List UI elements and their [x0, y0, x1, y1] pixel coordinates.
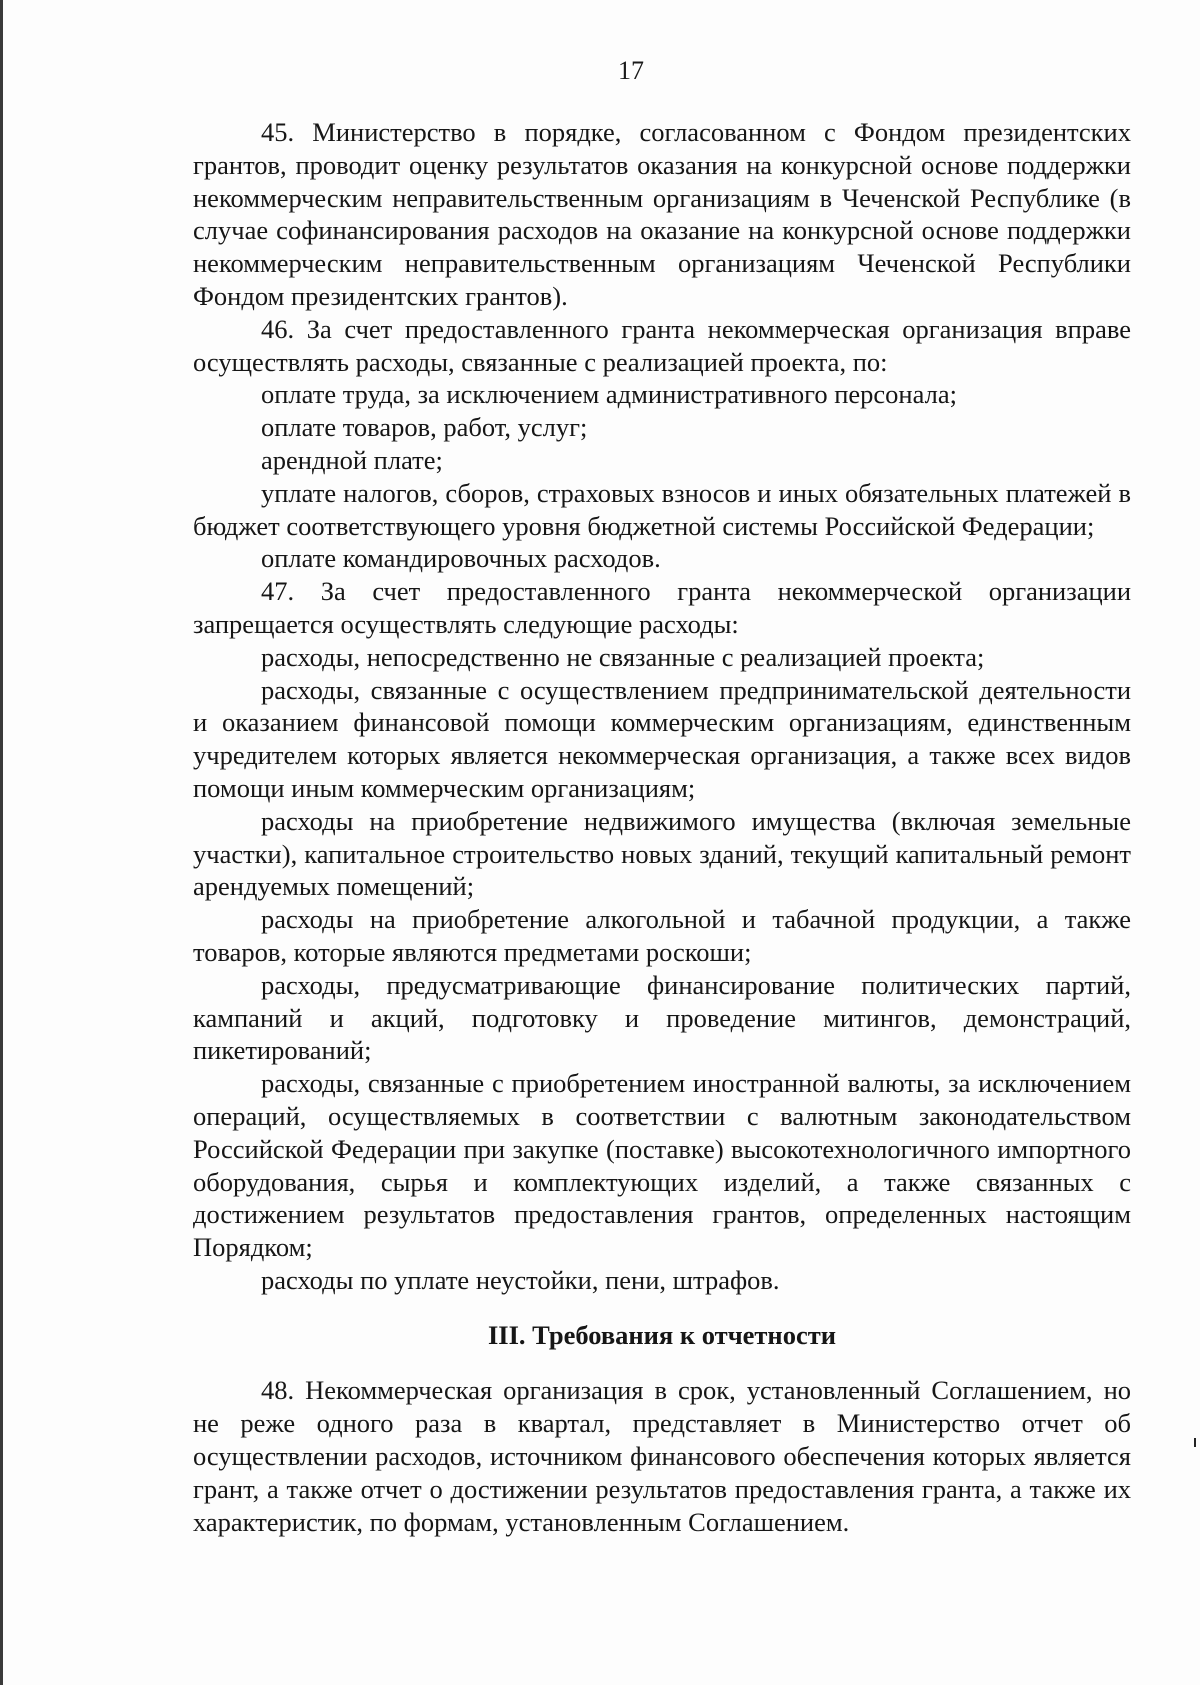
section-heading: III. Требования к отчетности — [487, 1319, 836, 1350]
list-item: расходы, связанные с осуществлением предпринимательской деятельности и оказанием финансовой помощи коммерческим организациям, единственным учредителем которых является некоммерческая организация, а также всех видов помощи иным коммерческим организациям; — [193, 674, 1131, 803]
list-item: оплате командировочных расходов. — [261, 543, 661, 574]
list-item: расходы, связанные с приобретением иностранной валюты, за исключением операций, осуществляемых в соответствии с валютным законодательством Российской Федерации при закупке (поставке) высокотехнологичного импортного оборудования, сырья и комплектующих изделий, а также связанных с достижением результатов предоставления грантов, определенных настоящим Порядком; — [193, 1068, 1131, 1263]
document-body — [193, 116, 1131, 1538]
paragraph-48: 48. Некоммерческая организация в срок, установленный Соглашением, но не реже одного раза в квартал, представляет в Министерство отчет об осуществлении расходов, источником финансового обеспечения которых является грант, а также отчет о достижении результатов предоставления гранта, а также их характеристик, по формам, установленным Соглашением. — [193, 1375, 1131, 1537]
scan-left-edge — [0, 0, 3, 1685]
list-item: оплате труда, за исключением административного персонала; — [261, 379, 957, 410]
list-item: расходы, непосредственно не связанные с реализацией проекта; — [261, 641, 985, 672]
list-item: расходы на приобретение алкогольной и табачной продукции, а также товаров, которые являются предметами роскоши; — [193, 904, 1131, 967]
paragraph-46: 46. За счет предоставленного гранта некоммерческая организация вправе осуществлять расходы, связанные с реализацией проекта, по: — [193, 313, 1131, 377]
list-item: расходы, предусматривающие финансирование политических партий, кампаний и акций, подготовку и проведение митингов, демонстраций, пикетирований; — [193, 969, 1131, 1066]
page-number: 17 — [618, 56, 644, 85]
list-item: уплате налогов, сборов, страховых взносов и иных обязательных платежей в бюджет соответствующего уровня бюджетной системы Российской Федерации; — [193, 477, 1131, 541]
list-item: оплате товаров, работ, услуг; — [261, 412, 588, 443]
paragraph-47: 47. За счет предоставленного гранта некоммерческой организации запрещается осуществлять следующие расходы: — [193, 576, 1131, 639]
list-item: расходы на приобретение недвижимого имущества (включая земельные участки), капитальное строительство новых зданий, текущий капитальный ремонт арендуемых помещений; — [193, 805, 1131, 902]
list-item: арендной плате; — [261, 444, 443, 475]
list-item: расходы по уплате неустойки, пени, штрафов. — [261, 1264, 780, 1295]
paragraph-45: 45. Министерство в порядке, согласованном с Фондом президентских грантов, проводит оценку результатов оказания на конкурсной основе поддержки некоммерческим неправительственным организациям в Чеченской Республике (в случае софинансирования расходов на оказание на конкурсной основе поддержки некоммерческим неправительственным организациям Чеченской Республики Фондом президентских грантов). — [193, 117, 1131, 311]
scan-mark — [1194, 1438, 1196, 1447]
